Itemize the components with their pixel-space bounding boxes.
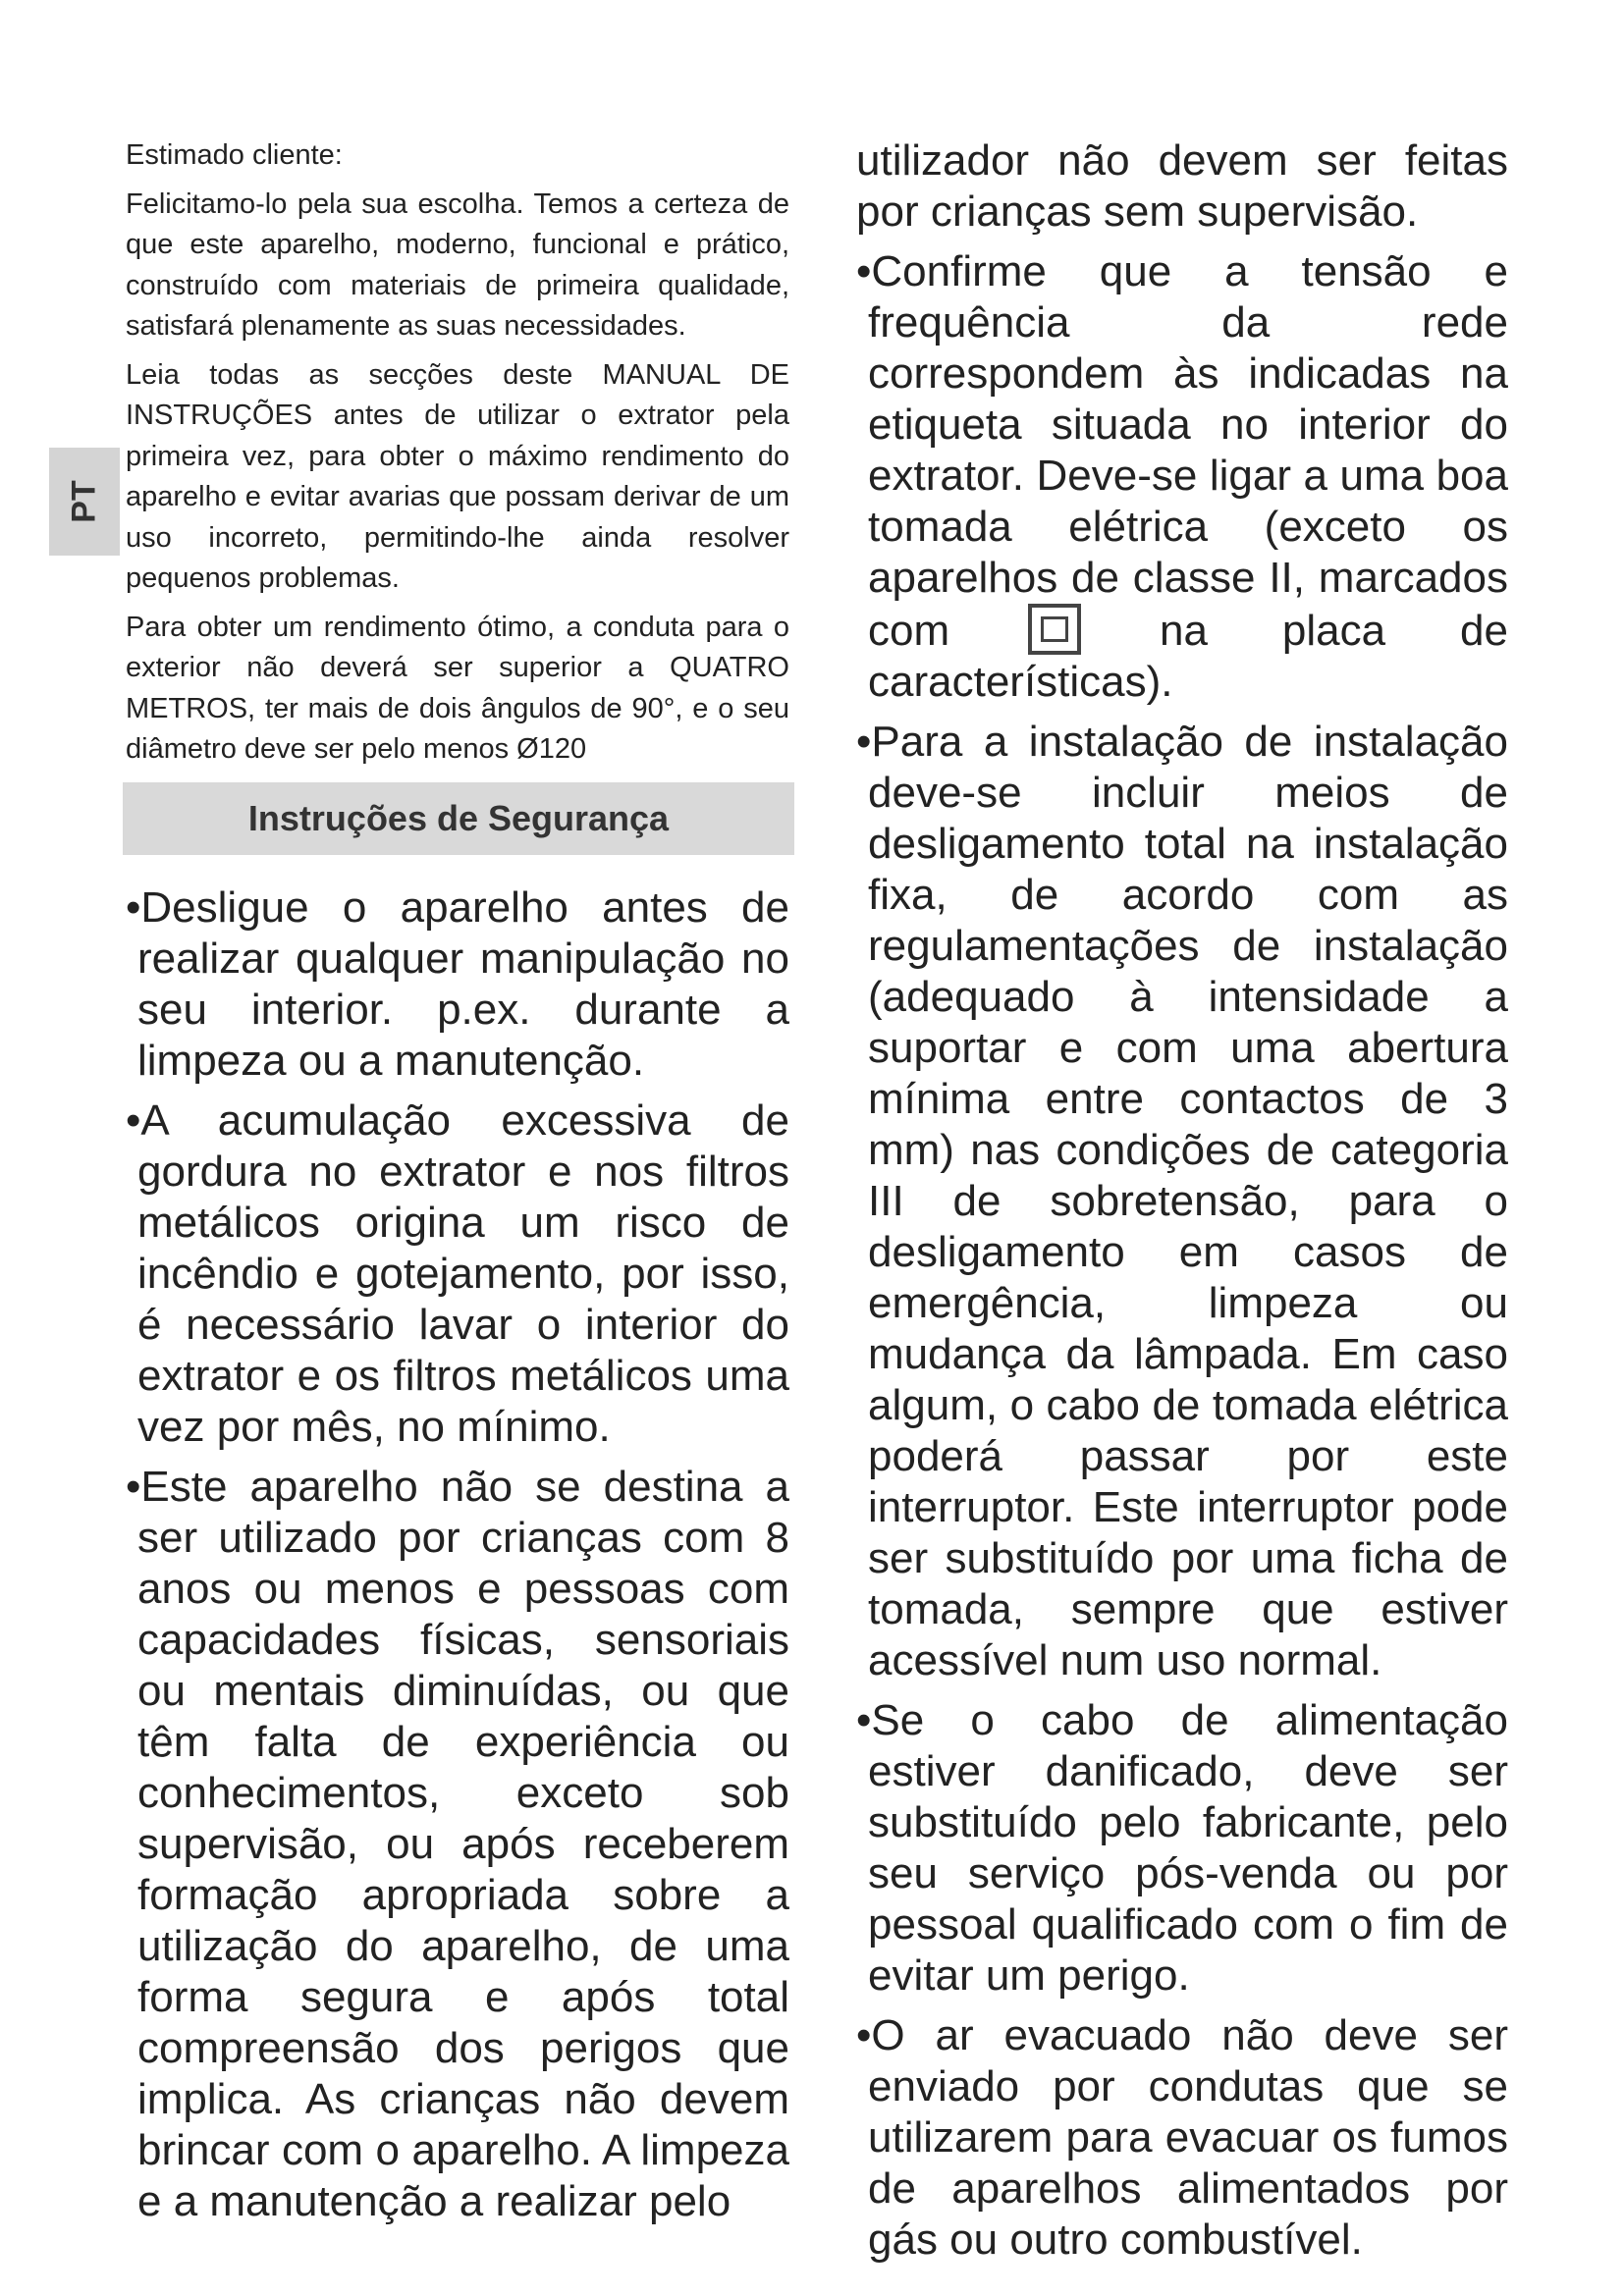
language-tab-label: PT [65,480,103,523]
intro-paragraph-1: Felicitamo-lo pela sua escolha. Temos a certeza de que este aparelho, moderno, funcional e prático, construído com materiais de primeira qualidade, satisfará plenamente as suas necessidades. [126,187,789,342]
safety-item-disconnect: •Desligue o aparelho antes de realizar qualquer manipulação no seu interior. p.ex. durante a limpeza ou a manutenção. [126,882,789,1085]
section-title: Instruções de Segurança [247,797,670,838]
safety-item-power-cable: •Se o cabo de alimentação estiver danificado, deve ser substituído pelo fabricante, pelo seu serviço pós-venda ou por pessoal qualificado com o fim de evitar um perigo. [856,1696,1508,2000]
safety-item-voltage [856,246,1508,708]
safety-item-exhaust-air: •O ar evacuado não deve ser enviado por condutas que se utilizarem para evacuar os fumos de aparelhos alimentados por gás ou outro combustível. [856,2011,1508,2264]
voltage-text-before: •Confirme que a tensão e frequência da rede correspondem às indicadas na etiqueta situada no interior do extrator. Deve-se ligar a uma boa tomada elétrica (exceto os aparelhos de classe II, marcados com [856,247,1508,655]
intro-paragraph-2: Leia todas as secções deste MANUAL DE INSTRUÇÕES antes de utilizar o extrator pela primeira vez, para obter o máximo rendimento do aparelho e evitar avarias que possam derivar de um uso incorreto, permitindo-lhe ainda resolver pequenos problemas. [126,358,789,594]
voltage-text-after: na placa de características). [868,607,1508,706]
left-column [126,135,789,2236]
safety-item-children-continued: utilizador não devem ser feitas por crianças sem supervisão. [856,136,1508,236]
safety-item-grease: •A acumulação excessiva de gordura no extrator e nos filtros metálicos origina um risco de incêndio e gotejamento, por isso, é necessário lavar o interior do extrator e os filtros metálicos uma vez por mês, no mínimo. [126,1095,789,1451]
right-column [856,135,1508,2274]
intro-greeting: Estimado cliente: [126,139,343,171]
safety-item-installation: •Para a instalação de instalação deve-se incluir meios de desligamento total na instalação fixa, de acordo com as regulamentações de instalação (adequado à intensidade a suportar e com uma abertura mínima entre contactos de 3 mm) nas condições de categoria III de sobretensão, para o desligamento em casos de emergência, limpeza ou mudança da lâmpada. Em caso algum, o cabo de tomada elétrica poderá passar por este interruptor. Este interruptor pode ser substituído por uma ficha de tomada, sempre que estiver acessível num uso normal. [856,718,1508,1684]
intro-paragraph-3: Para obter um rendimento ótimo, a conduta para o exterior não deverá ser superior a QUATRO METROS, ter mais de dois ângulos de 90°, e o seu diâmetro deve ser pelo menos Ø120 [126,611,789,765]
class-ii-symbol-icon [1028,604,1081,655]
section-heading [123,782,794,855]
safety-item-children: •Este aparelho não se destina a ser utilizado por crianças com 8 anos ou menos e pessoas com capacidades físicas, sensoriais ou mentais diminuídas, ou que têm falta de experiência ou conhecimentos, exceto sob supervisão, ou após receberem formação apropriada sobre a utilização do aparelho, de uma forma segura e após total compreensão dos perigos que implica. As crianças não devem brincar com o aparelho. A limpeza e a manutenção a realizar pelo [126,1462,789,2225]
language-tab [49,448,120,556]
